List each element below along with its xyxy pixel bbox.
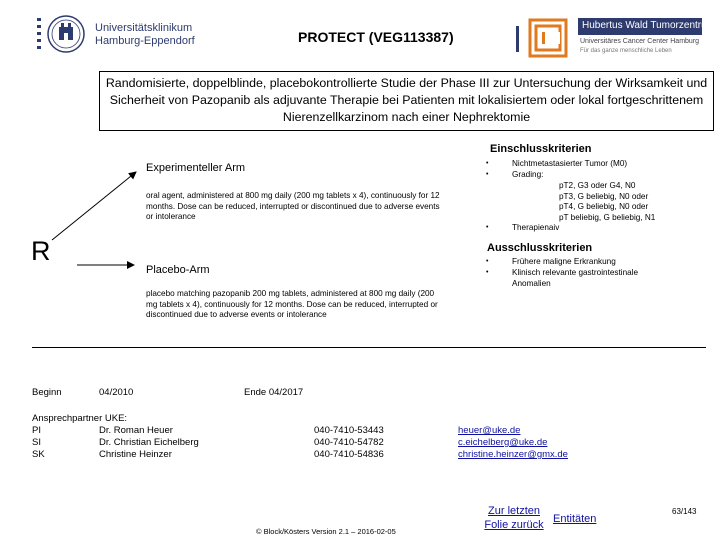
arm2-title: Placebo-Arm bbox=[146, 264, 210, 276]
grade-item: pT beliebig, G beliebig, N1 bbox=[559, 212, 656, 222]
arm1-title: Experimenteller Arm bbox=[146, 162, 246, 174]
back-to-last-slide-link[interactable] bbox=[482, 504, 546, 532]
center-subtitle: Universitäres Cancer Center Hamburg bbox=[580, 38, 700, 45]
page-number: 63/143 bbox=[672, 507, 697, 516]
randomization-label: R bbox=[31, 236, 51, 266]
uke-name-line2: Hamburg-Eppendorf bbox=[95, 35, 195, 47]
arm2-description: placebo matching pazopanib 200 mg tablets, administered at 800 mg daily (200 mg tablets x 4), continuously for 12 months. Dose can be reduced, interrupted or discontinued due to adverse events or intolerance bbox=[146, 289, 438, 319]
arrow-experimental bbox=[52, 172, 136, 240]
contact-emails bbox=[458, 425, 568, 461]
inclusion-list: • Nichtmetastasierter Tumor (M0) • Grading: pT2, G3 oder G4, N0 pT3, G beliebig, N0 oder pT4, G beliebig, N0 oder pT beliebig, G beliebig, N1 • Therapienaiv bbox=[484, 159, 709, 234]
email-link[interactable]: christine.heinzer@gmx.de bbox=[458, 449, 568, 460]
exclusion-item: Frühere maligne Erkrankung bbox=[512, 257, 616, 266]
exclusion-heading: Ausschlusskriterien bbox=[487, 242, 593, 254]
end-date: Ende 04/2017 bbox=[244, 387, 304, 398]
start-label: Beginn bbox=[32, 387, 62, 398]
grade-item: pT2, G3 oder G4, N0 bbox=[559, 181, 636, 190]
contact-role: PI bbox=[32, 425, 41, 436]
contact-heading: Ansprechpartner UKE: bbox=[32, 413, 128, 424]
contact-name: Christine Heinzer bbox=[99, 449, 172, 460]
contact-role: SI bbox=[32, 437, 41, 448]
center-tagline: Für das ganze menschliche Leben bbox=[580, 48, 672, 54]
center-name: Hubertus Wald Tumorzentrum bbox=[582, 20, 716, 31]
contact-role: SK bbox=[32, 449, 45, 460]
copyright: © Block/Kösters Version 2.1 – 2016-02-05 bbox=[256, 527, 396, 536]
contact-phone: 040-7410-54782 bbox=[314, 437, 384, 448]
contact-names bbox=[99, 425, 199, 461]
divider bbox=[32, 347, 706, 348]
contact-name: Dr. Christian Eichelberg bbox=[99, 437, 199, 448]
grade-item: pT3, G beliebig, N0 oder bbox=[559, 191, 649, 201]
inclusion-heading: Einschlusskriterien bbox=[490, 143, 592, 155]
contact-phone: 040-7410-54836 bbox=[314, 449, 384, 460]
inclusion-item: Nichtmetastasierter Tumor (M0) bbox=[512, 159, 628, 168]
entities-link[interactable]: Entitäten bbox=[553, 513, 597, 525]
email-link[interactable]: heuer@uke.de bbox=[458, 425, 521, 436]
grade-item: pT4, G beliebig, N0 oder bbox=[559, 202, 649, 211]
back-link-line2: Folie zurück bbox=[484, 519, 544, 531]
inclusion-item: Therapienaiv bbox=[512, 223, 560, 232]
start-value: 04/2010 bbox=[99, 387, 134, 398]
inclusion-item: Grading: bbox=[512, 170, 544, 179]
back-link-line1: Zur letzten bbox=[488, 505, 540, 517]
contact-name: Dr. Roman Heuer bbox=[99, 425, 173, 436]
arm1-description: oral agent, administered at 800 mg daily (200 mg tablets x 4), continuously for 12 months. Dose can be reduced, interrupted or discontinued due to adverse events or intolerance bbox=[146, 191, 440, 221]
email-link[interactable]: c.eichelberg@uke.de bbox=[458, 437, 548, 448]
contact-phone: 040-7410-53443 bbox=[314, 425, 384, 436]
contact-phones bbox=[314, 425, 384, 461]
exclusion-list: • Frühere maligne Erkrankung • Klinisch relevante gastrointestinale Anomalien bbox=[484, 257, 709, 289]
contact-roles bbox=[32, 425, 45, 461]
page-title: PROTECT (VEG113387) bbox=[298, 29, 454, 45]
exclusion-item: Klinisch relevante gastrointestinale Anomalien bbox=[512, 268, 639, 288]
uke-name-line1: Universitätsklinikum bbox=[95, 22, 193, 34]
study-description: Randomisierte, doppelblinde, placebokontrollierte Studie der Phase III zur Untersuchung der Wirksamkeit und Sicherheit von Pazopanib als adjuvante Therapie bei Patienten mit lokalisiertem oder lokal fortgeschrittenem Nierenzellkarzinom nach einer Nephrektomie bbox=[105, 76, 708, 124]
